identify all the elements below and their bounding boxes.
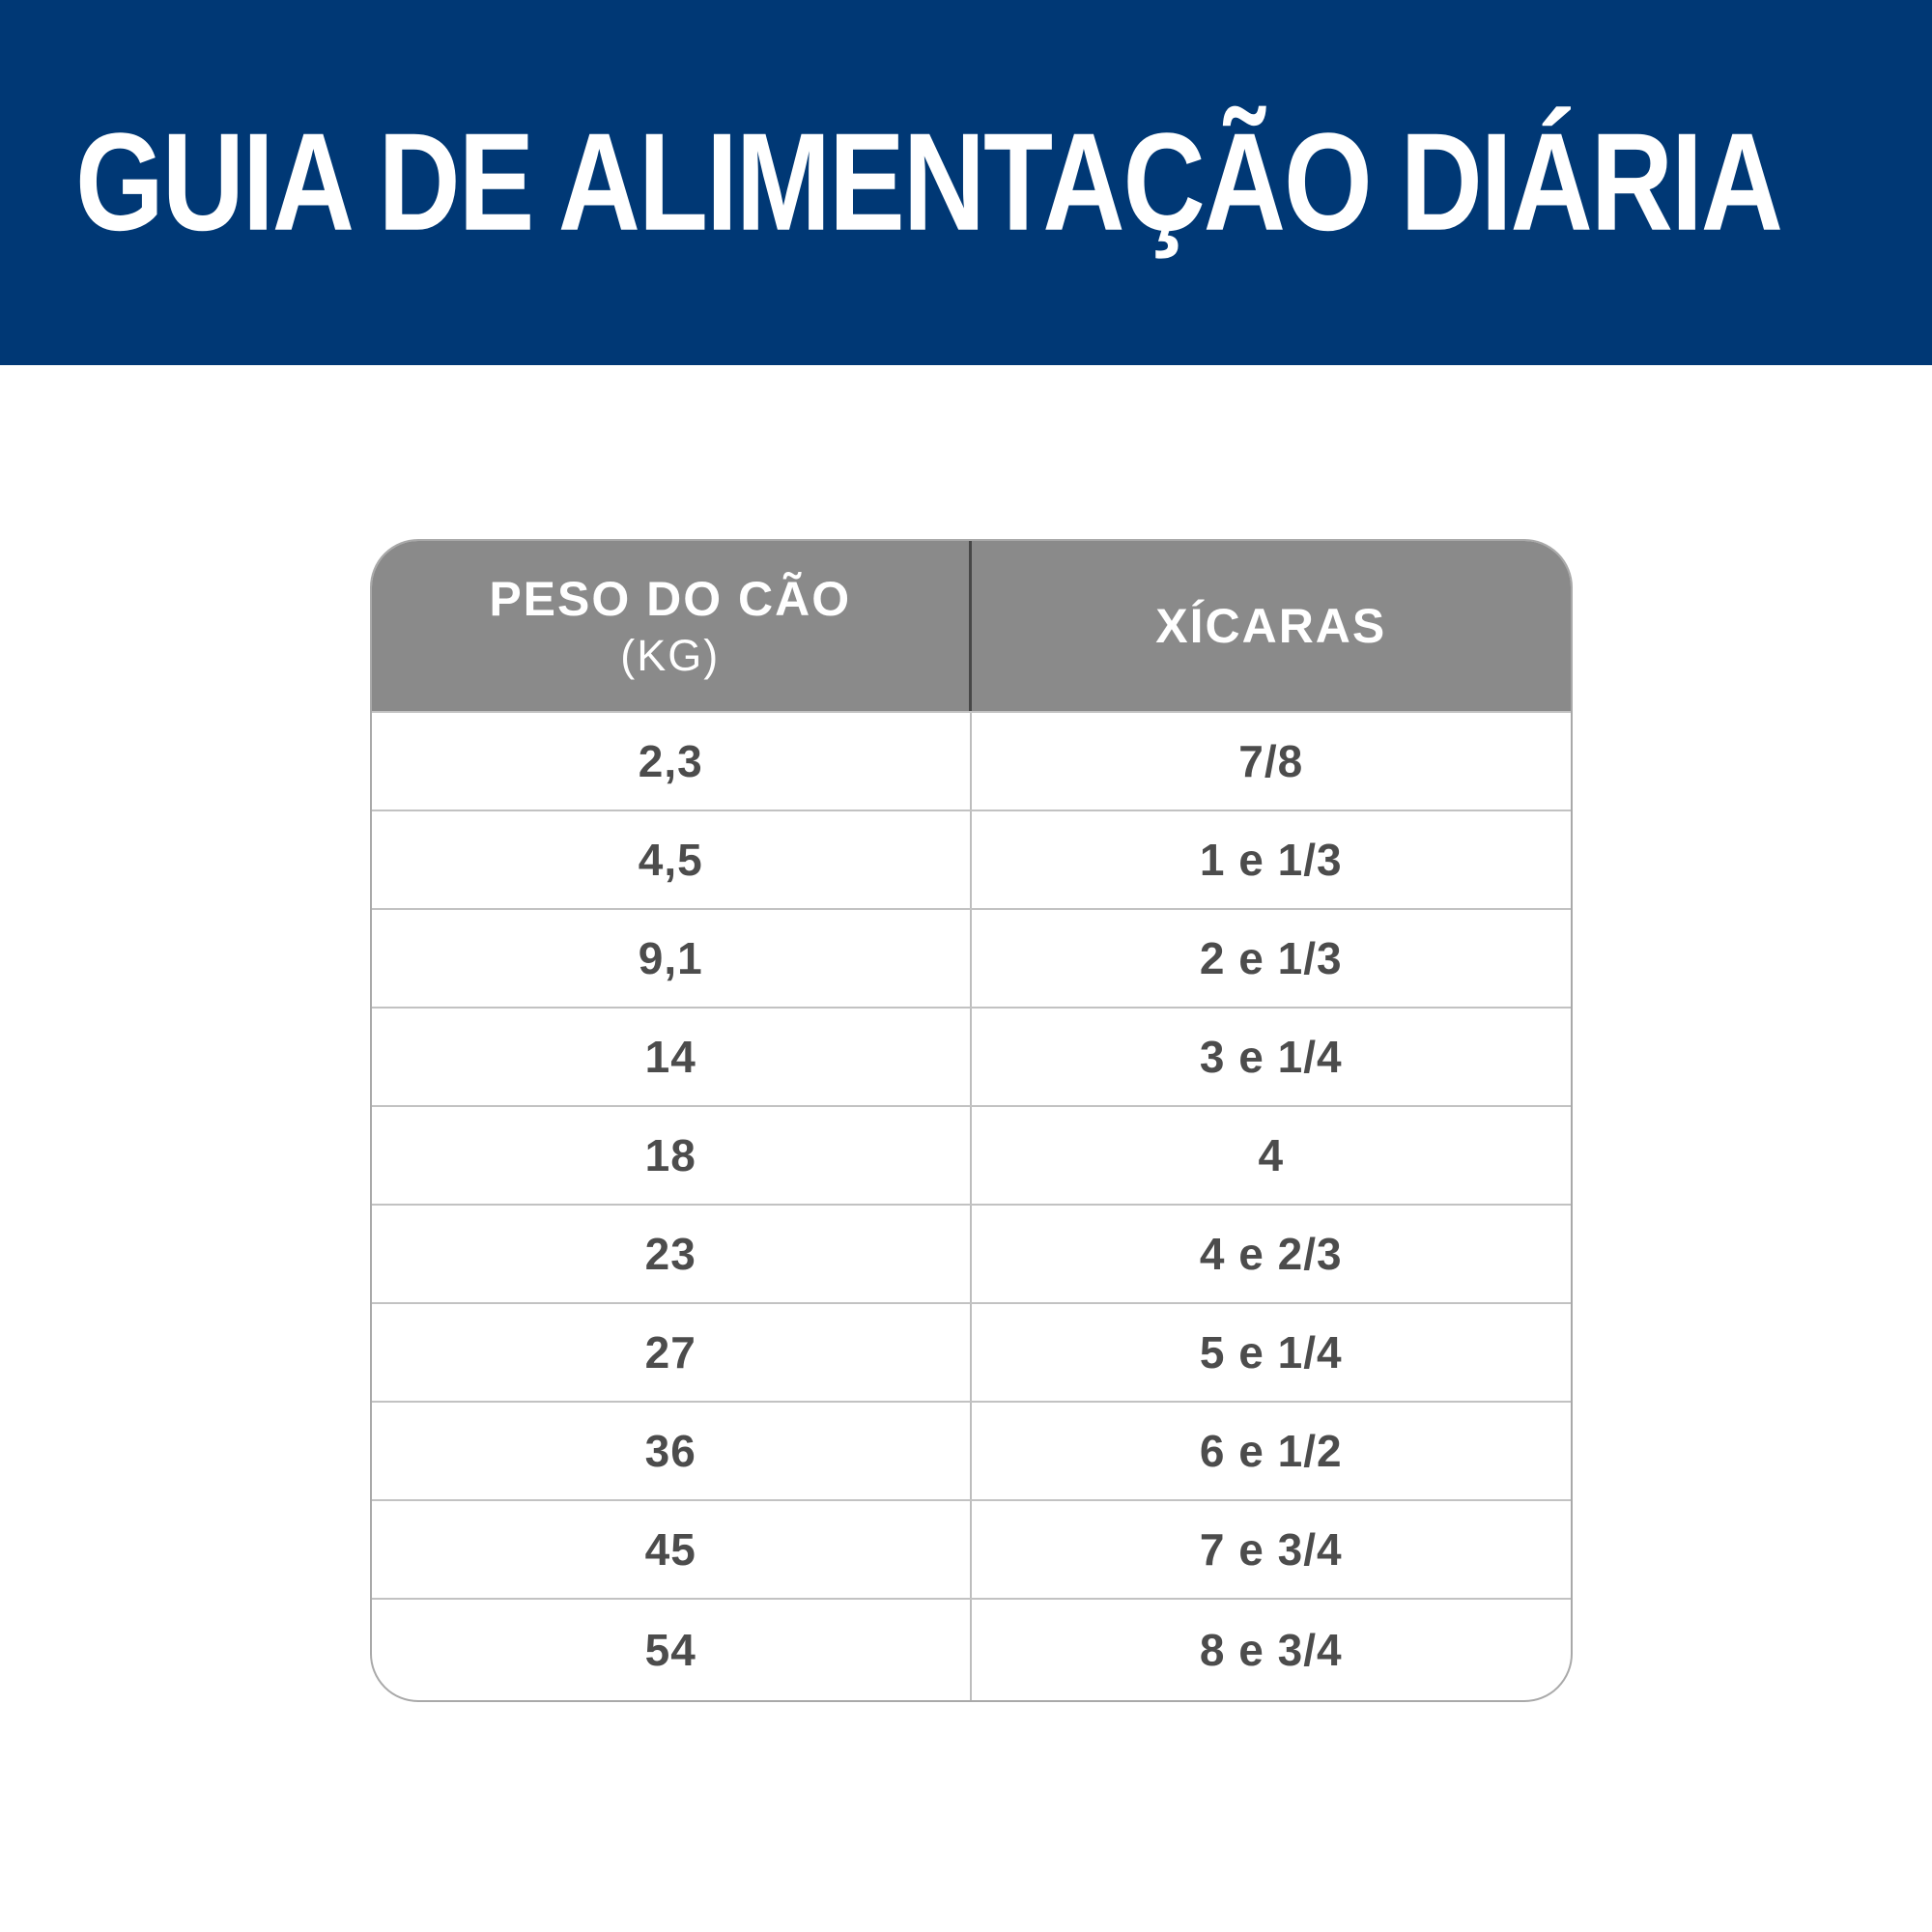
cell-xicaras: 8 e 3/4 <box>1199 1625 1343 1675</box>
table-row <box>372 1204 1571 1302</box>
column-header-peso <box>372 541 972 711</box>
table-body <box>372 711 1571 1700</box>
cell-xicaras: 7/8 <box>1238 736 1304 786</box>
cell-xicaras: 6 e 1/2 <box>1199 1426 1343 1476</box>
feeding-guide-table <box>370 539 1573 1702</box>
table-row <box>372 908 1571 1007</box>
cell-xicaras: 7 e 3/4 <box>1199 1524 1343 1575</box>
cell-xicaras: 4 <box>1258 1130 1285 1180</box>
table-row <box>372 711 1571 810</box>
cell-peso-kg: 14 <box>372 1009 972 1105</box>
cell-peso-kg: 23 <box>372 1206 972 1302</box>
cell-peso-kg: 4,5 <box>372 811 972 908</box>
column-header-xicaras-label: XÍCARAS <box>1155 599 1387 653</box>
cell-peso-kg: 2,3 <box>372 713 972 810</box>
cell-xicaras: 5 e 1/4 <box>1199 1327 1343 1378</box>
cell-peso-kg: 27 <box>372 1304 972 1401</box>
column-header-peso-label: PESO DO CÃO <box>489 572 852 626</box>
cell-xicaras: 4 e 2/3 <box>1199 1229 1343 1279</box>
table-row <box>372 810 1571 908</box>
table-row <box>372 1499 1571 1598</box>
table-row <box>372 1598 1571 1700</box>
cell-peso-kg: 36 <box>372 1403 972 1499</box>
table-header-row <box>372 541 1571 711</box>
cell-peso-kg: 54 <box>372 1600 972 1700</box>
table-row <box>372 1007 1571 1105</box>
cell-xicaras: 2 e 1/3 <box>1199 933 1343 983</box>
cell-peso-kg: 18 <box>372 1107 972 1204</box>
cell-xicaras: 1 e 1/3 <box>1199 835 1343 885</box>
table-row <box>372 1401 1571 1499</box>
table-row <box>372 1302 1571 1401</box>
cell-peso-kg: 9,1 <box>372 910 972 1007</box>
title-banner <box>0 0 1932 365</box>
cell-peso-kg: 45 <box>372 1501 972 1598</box>
column-header-xicaras <box>972 541 1572 711</box>
column-header-peso-unit: (KG) <box>620 631 721 680</box>
table-row <box>372 1105 1571 1204</box>
cell-xicaras: 3 e 1/4 <box>1199 1032 1343 1082</box>
page-title: GUIA DE ALIMENTAÇÃO DIÁRIA <box>75 104 1781 261</box>
